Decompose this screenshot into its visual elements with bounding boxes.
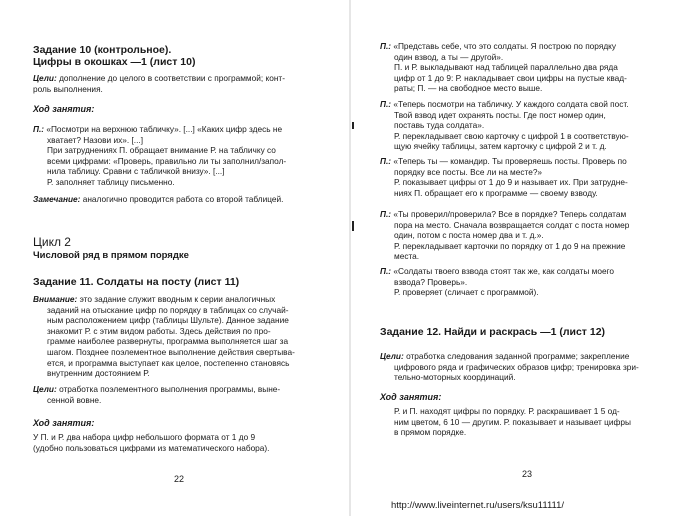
dialog-block-1: П.: «Представь себе, что это солдаты. Я построю по порядку один взвод, а ты — другой». П. и Р. выкладывают над таблицей параллельно два ряда цифр от 1 до 9: Р. накладывает свои цифры на пустые квад- раты; П. — на свободное место выше. bbox=[380, 41, 627, 94]
task11-goals: Цели: отработка поэлементного выполнения программы, выне- сенной вовне. bbox=[33, 384, 281, 405]
task10-dialog: П.: «Посмотри на верхнюю табличку». [...] «Каких цифр здесь не хватает? Назови их». [...] При затруднениях П. обращает внимание Р. на табличку со всеми цифрами: «Проверь, правильно ли ты заполнил/запол- нила таблицу. Сравни с табличкой внизу». [...] Р. заполняет таблицу письменно. bbox=[33, 124, 287, 187]
task10-title-line2: Цифры в окошках —1 (лист 10) bbox=[33, 56, 196, 68]
task11-course: У П. и Р. два набора цифр небольшого формата от 1 до 9 (удобно пользоваться цифрами из математического набора). bbox=[33, 432, 270, 453]
dialog-block-3: П.: «Теперь ты — командир. Ты проверяешь посты. Проверь по порядку все посты. Все ли на месте?» Р. показывает цифры от 1 до 9 и называет их. При затрудне- ниях П. обращает его к программе — своему взводу. bbox=[380, 156, 628, 198]
task12-title: Задание 12. Найди и раскрась —1 (лист 12) bbox=[380, 326, 606, 338]
dialog-block-4: П.: «Ты проверил/проверила? Все в порядке? Теперь солдатам пора на место. Сначала возвращается солдат с поста номер один, потом с поста номер два и т. д.». Р. перекладывает карточки по порядку от 1 до 9 на прежние места. bbox=[380, 209, 630, 262]
task12-course: Р. и П. находят цифры по порядку. Р. раскрашивает 1 5 од- ним цветом, 6 10 — другим. Р. показывает и называет цифры в прямом порядке. bbox=[394, 406, 631, 438]
task10-title-line1: Задание 10 (контрольное). bbox=[33, 44, 172, 56]
right-page bbox=[350, 0, 700, 516]
page-number: 23 bbox=[522, 469, 533, 479]
task12-goals: Цели: отработка следования заданной программе; закрепление цифрового ряда и графических образов цифр; тренировка зри- тельно-моторных координаций. bbox=[380, 351, 639, 383]
cycle-number: Цикл 2 bbox=[33, 235, 71, 249]
goals-label: Цели: bbox=[33, 73, 57, 83]
task11-attention: Внимание: это задание служит вводным к серии аналогичных заданий на отыскание цифр по порядку в таблицах со случай- ным расположением цифр (таблицы Шульте). Данное задание знакомит Р. с этим видом работы. Здесь действия по про- грамме наиболее развернуты, программа выполняется шаг за шагом. Позднее поэлементное выполнение действия свертыва- ется, и программа выступает как целое, постепенно становясь внутренним достоянием Р. bbox=[33, 294, 295, 379]
remark: Замечание: аналогично проводится работа со второй таблицей. bbox=[33, 194, 284, 204]
source-url: http://www.liveinternet.ru/users/ksu11111/ bbox=[391, 500, 565, 511]
task11-title: Задание 11. Солдаты на посту (лист 11) bbox=[33, 276, 240, 288]
cycle-title: Числовой ряд в прямом порядке bbox=[33, 250, 189, 261]
course-heading: Ход занятия: bbox=[33, 104, 95, 114]
course-heading: Ход занятия: bbox=[380, 392, 442, 402]
page-number: 22 bbox=[174, 474, 185, 484]
task10-goals: Цели: дополнение до целого в соответствии с программой; конт- роль выполнения. bbox=[33, 73, 285, 94]
dialog-block-5: П.: «Солдаты твоего взвода стоят так же, как солдаты моего взвода? Проверь». Р. проверяет (сличает с программой). bbox=[380, 266, 615, 298]
course-heading: Ход занятия: bbox=[33, 418, 95, 428]
dialog-block-2: П.: «Теперь посмотри на табличку. У каждого солдата свой пост. Твой взвод идет охранять посты. Где пост номер один, поставь туда солдата». Р. перекладывает свою карточку с цифрой 1 в соответствую- щую ячейку таблицы, затем карточку с цифрой 2 и т. д. bbox=[380, 99, 629, 152]
